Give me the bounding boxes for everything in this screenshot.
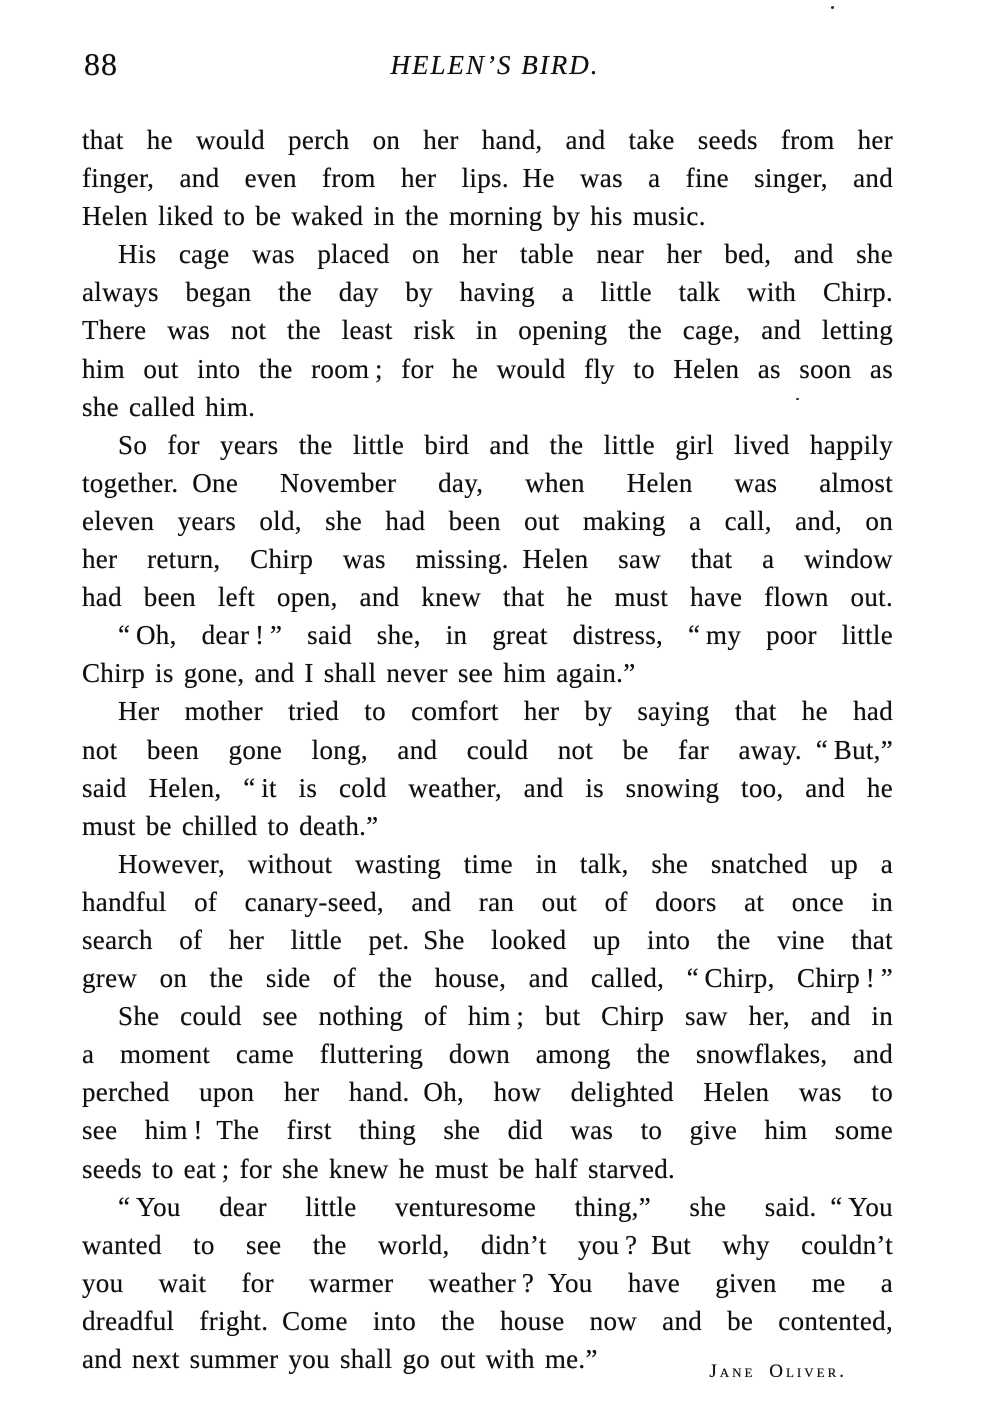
text-line-content: not been gone long, and could not be far away. “ But,” bbox=[82, 734, 893, 765]
text-line-content: him out into the room ; for he would fly to Helen as soon as bbox=[82, 353, 893, 384]
text-line-content: see him ! The first thing she did was to give him some bbox=[82, 1115, 893, 1146]
text-line bbox=[82, 654, 893, 692]
text-line-content: grew on the side of the house, and called, “ Chirp, Chirp ! ” bbox=[82, 963, 893, 994]
text-line-content: finger, and even from her lips. He was a fine singer, and bbox=[82, 163, 893, 194]
text-line bbox=[82, 807, 893, 845]
text-line bbox=[82, 159, 893, 197]
text-line bbox=[82, 692, 893, 730]
text-line-content: handful of canary-seed, and ran out of doors at once in bbox=[82, 886, 893, 917]
text-line-content: perched upon her hand. Oh, how delighted Helen was to bbox=[82, 1077, 893, 1108]
text-line-content: Chirp is gone, and I shall never see him again.” bbox=[82, 658, 636, 689]
text-line bbox=[82, 311, 893, 349]
text-line bbox=[82, 1264, 893, 1302]
text-line bbox=[82, 1226, 893, 1264]
text-line-content: search of her little pet. She looked up into the vine that bbox=[82, 924, 893, 955]
text-line bbox=[82, 197, 893, 235]
text-line-content: seeds to eat ; for she knew he must be half starved. bbox=[82, 1153, 676, 1184]
text-line-content: a moment came fluttering down among the snowflakes, and bbox=[82, 1039, 893, 1070]
text-line bbox=[82, 959, 893, 997]
text-line-content: that he would perch on her hand, and take seeds from her bbox=[82, 125, 893, 155]
text-line bbox=[82, 273, 893, 311]
text-line bbox=[82, 388, 893, 426]
text-line-content: she called him. bbox=[82, 391, 256, 422]
text-line-content: dreadful fright. Come into the house now and be contented, bbox=[82, 1305, 893, 1336]
text-line bbox=[82, 1150, 893, 1188]
text-line-content: said Helen, “ it is cold weather, and is snowing too, and he bbox=[82, 772, 893, 803]
paragraph bbox=[82, 692, 893, 844]
text-line-content: you wait for warmer weather ? You have given me a bbox=[82, 1267, 893, 1298]
text-line-content: There was not the least risk in opening the cage, and letting bbox=[82, 315, 893, 346]
paragraph bbox=[82, 845, 893, 997]
text-line-content: Her mother tried to comfort her by saying that he had bbox=[118, 696, 893, 727]
text-line bbox=[82, 1302, 893, 1340]
body-text bbox=[82, 121, 893, 1382]
text-line bbox=[82, 1073, 893, 1111]
text-line bbox=[82, 426, 893, 464]
text-line-content: must be chilled to death.” bbox=[82, 810, 379, 841]
page-number: 88 bbox=[84, 46, 118, 82]
text-line bbox=[82, 502, 893, 540]
text-line-content: eleven years old, she had been out making a call, and, on bbox=[82, 505, 893, 536]
paragraph bbox=[82, 121, 893, 235]
text-line-content: wanted to see the world, didn’t you ? But why couldn’t bbox=[82, 1229, 893, 1260]
text-line bbox=[82, 540, 893, 578]
paragraph bbox=[82, 616, 893, 692]
text-line-content: She could see nothing of him ; but Chirp saw her, and in bbox=[118, 1001, 893, 1032]
paragraph bbox=[82, 235, 893, 425]
author-signature: Jane Oliver. bbox=[709, 1361, 847, 1382]
text-line-content: and next summer you shall go out with me.” bbox=[82, 1344, 598, 1374]
text-line-content: However, without wasting time in talk, she snatched up a bbox=[118, 848, 893, 879]
text-line bbox=[82, 121, 893, 159]
scan-speck bbox=[831, 6, 834, 9]
paragraph bbox=[82, 426, 893, 616]
text-line bbox=[82, 1111, 893, 1149]
text-line-content: always began the day by having a little talk with Chirp. bbox=[82, 277, 893, 308]
text-line-content: “ Oh, dear ! ” said she, in great distress, “ my poor little bbox=[118, 620, 893, 651]
text-line bbox=[82, 1035, 893, 1073]
paragraph bbox=[82, 997, 893, 1187]
text-line-content: together. One November day, when Helen was almost bbox=[82, 467, 893, 498]
running-title: HELEN’S BIRD. bbox=[390, 50, 600, 80]
scan-speck bbox=[796, 398, 799, 400]
text-line bbox=[82, 616, 893, 654]
text-line-content: her return, Chirp was missing. Helen saw that a window bbox=[82, 544, 893, 575]
text-line bbox=[82, 769, 893, 807]
text-line-content: had been left open, and knew that he must have flown out. bbox=[82, 582, 893, 613]
text-line bbox=[82, 578, 893, 616]
text-line bbox=[82, 883, 893, 921]
text-line bbox=[82, 1340, 893, 1382]
text-line bbox=[82, 845, 893, 883]
text-line bbox=[82, 350, 893, 388]
text-line-content: So for years the little bird and the little girl lived happily bbox=[118, 429, 893, 460]
text-line bbox=[82, 997, 893, 1035]
text-line bbox=[82, 731, 893, 769]
text-line bbox=[82, 464, 893, 502]
text-line-content: His cage was placed on her table near her bed, and she bbox=[118, 239, 893, 270]
paragraph bbox=[82, 1188, 893, 1382]
text-line bbox=[82, 235, 893, 273]
text-line-content: Helen liked to be waked in the morning by his music. bbox=[82, 201, 706, 232]
text-line-content: “ You dear little venturesome thing,” she said. “ You bbox=[118, 1191, 893, 1222]
text-line bbox=[82, 921, 893, 959]
text-line bbox=[82, 1188, 893, 1226]
